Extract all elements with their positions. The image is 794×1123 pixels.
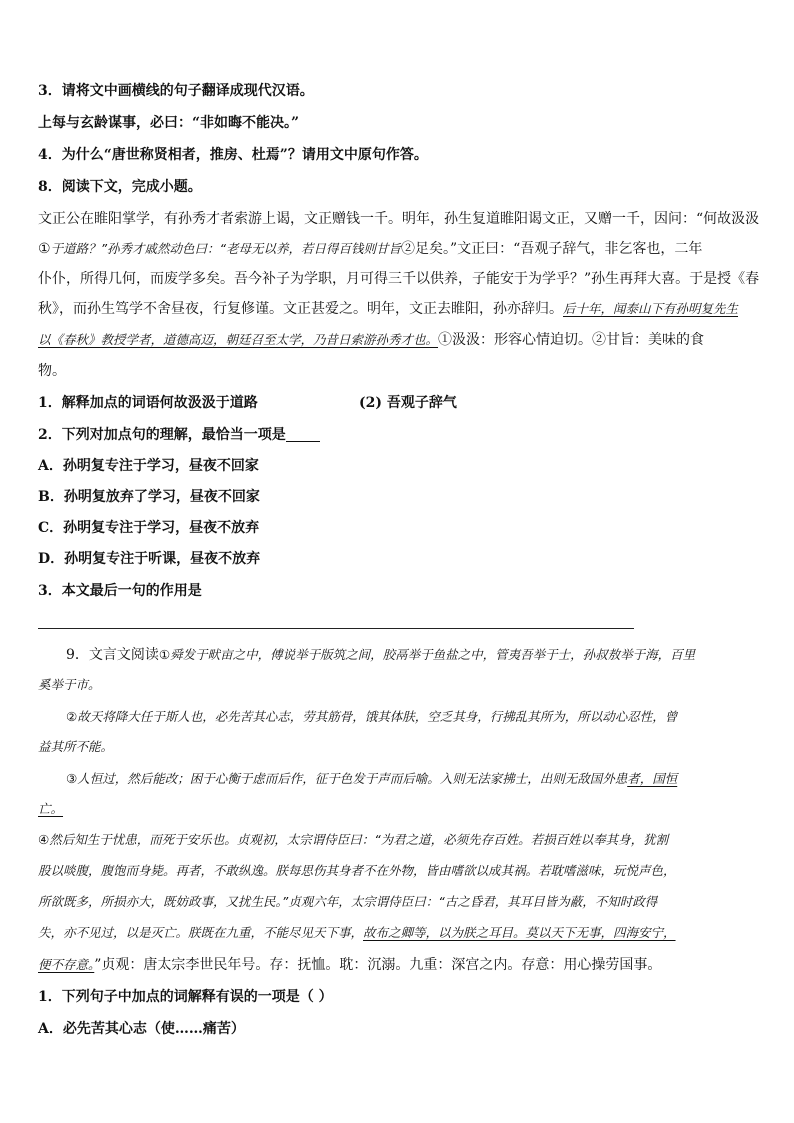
q8-footnotes: ①汲汲：形容心情迫切。②甘旨：美味的食 [438,332,705,348]
q8-sub1 [38,394,598,412]
q9-para-4-line-2: 股以啖腹，腹饱而身毙。再者，不敢纵逸。朕每思伤其身者不在外物，皆由嗜欲以成其祸。若耽嗜滋味，玩悦声色， [38,863,676,878]
q8-passage-line-3: 仆仆，所得几何，而废学多矣。吾今补子为学职，月可得三千以供养，子能安于为学乎？”孙生再拜大喜。于是授《春 [38,271,760,287]
q8-passage-line-2 [38,240,702,258]
q9-para-4-line-5 [38,956,661,974]
q8-passage-line-4 [38,300,738,318]
q8-passage-line-6: 物。 [38,363,66,379]
q9-para-4-line-3: 所欲既多，所损亦大，既妨政事，又扰生民。”贞观六年，太宗谓侍臣曰：“古之昏君，其耳目皆为蔽，不知时政得 [38,894,658,909]
footnote-marker-1: ① [38,241,51,257]
q9-option-a: A．必先苦其心志（使……痛苦） [38,1021,245,1037]
q9-passage-text: ①舜发于畎亩之中，傅说举于版筑之间，胶鬲举于鱼盐之中，管夷吾举于士，孙叔敖举于海，百里 [158,647,696,662]
q9-para-4-line-4 [38,924,676,942]
q7-sub3-prompt: 3．请将文中画横线的句子翻译成现代汉语。 [38,83,314,99]
q9-sub1: 1．下列句子中加点的词解释有误的一项是（ ） [38,989,333,1005]
q8-passage-text: 秋》，而孙生笃学不舍昼夜，行复修谨。文正甚爱之。明年，文正去睢阳，孙亦辞归。 [38,301,563,317]
q8-option-b: B．孙明复放弃了学习，昼夜不回家 [38,489,260,505]
q9-title: 9．文言文阅读 [66,647,159,663]
q9-para-3-line-2: 亡。 [38,801,64,816]
q9-underlined-text: 者，国恒 [627,771,678,786]
q8-option-d: D．孙明复专注于听课，昼夜不放弃 [38,551,261,567]
q9-para-2-line-1: ②故天将降大任于斯人也，必先苦其心志，劳其筋骨，饿其体肤，空乏其身，行拂乱其所为，所以动心忍性，曾 [66,709,678,724]
q8-sub2-prompt: 2．下列对加点句的理解，最恰当一项是 [38,427,286,443]
q8-title: 8．阅读下文，完成小题。 [38,179,202,195]
q8-passage-line-5 [38,331,704,349]
q9-underlined-sentence: 便不存意。 [38,957,95,972]
q9-passage-text: 失，亦不见过，以是灭亡。朕既在九重，不能尽见天下事， [38,925,364,940]
q9-para-3-line-1 [66,770,677,788]
q8-option-a: A．孙明复专注于学习，昼夜不回家 [38,458,259,474]
q8-underlined-sentence: 以《春秋》教授学者，道德高迈，朝廷召至太学，乃昔日索游孙秀才也。 [38,332,439,347]
q8-sub3: 3．本文最后一句的作用是 [38,583,202,599]
answer-blank[interactable] [286,427,320,442]
q8-sub1-part2: (2) 吾观子辞气 [359,395,457,411]
q8-option-c: C．孙明复专注于学习，昼夜不放弃 [38,520,260,536]
q9-underlined-sentence: 故布之卿等，以为朕之耳目。莫以天下无事，四海安宁， [363,925,676,940]
q9-para-2-line-2: 益其所不能。 [38,739,114,754]
footnote-marker-2: ② [401,241,416,257]
q7-sub3-sentence: 上每与玄龄谋事，必曰：“非如晦不能决。” [38,115,300,131]
q9-para-4-line-1: ④然后知生于忧患，而死于安乐也。贞观初，太宗谓侍臣曰：“为君之道，必须先存百姓。若损百姓以奉其身，犹割 [38,832,669,847]
q8-passage-text: 于道路？”孙秀才戚然动色曰：“老母无以养，若日得百钱则甘旨 [50,241,402,256]
q9-para-1-line-2: 奚举于市。 [38,677,101,692]
q9-para-1-line-1 [66,646,695,664]
answer-line [38,628,634,629]
q9-notes: ”贞观：唐太宗李世民年号。存：抚恤。耽：沉溺。九重：深宫之内。存意：用心操劳国事。 [94,957,662,973]
q9-passage-text: ③人恒过，然后能改；困于心衡于虑而后作，征于色发于声而后喻。入则无法家拂士，出则无敌国外患 [66,771,628,786]
q8-passage-line-1: 文正公在睢阳掌学，有孙秀才者索游上谒，文正赠钱一千。明年，孙生复道睢阳谒文正，又赠一千，因问：“何故汲汲 [38,211,760,227]
q8-sub1-part1: 1．解释加点的词语何故汲汲于道路 [38,395,258,411]
q7-sub4-prompt: 4．为什么“唐世称贤相者，推房、杜焉”？请用文中原句作答。 [38,147,428,163]
q8-underlined-sentence: 后十年，闻泰山下有孙明复先生 [563,301,739,316]
q8-passage-text: 足矣。”文正曰：“吾观子辞气，非乞客也，二年 [415,241,703,257]
q8-sub2 [38,426,320,444]
